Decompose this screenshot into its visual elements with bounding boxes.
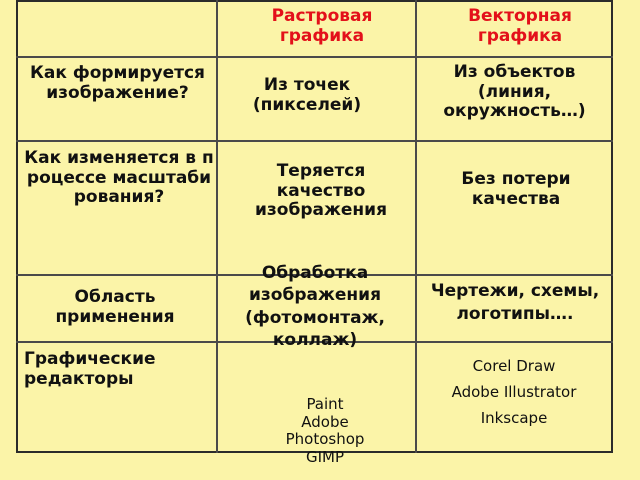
grid-line-h1 — [16, 56, 613, 58]
vector-editor-item: Inkscape — [480, 408, 548, 427]
row3-vector: Чертежи, схемы, логотипы…. — [430, 281, 600, 324]
row1-raster: Из точек (пикселей) — [252, 75, 362, 115]
row4-label: Графические редакторы — [24, 349, 156, 389]
raster-editor-item: Adobe — [301, 412, 349, 431]
header-raster: Растровая графика — [271, 6, 373, 46]
vector-editors-list — [420, 354, 608, 431]
vector-editor-item: Adobe Illustrator — [451, 382, 577, 401]
header-vector: Векторная графика — [468, 6, 572, 46]
raster-editor-item: Photoshop — [285, 430, 365, 449]
row2-vector: Без потери качества — [461, 169, 571, 209]
grid-line-v1 — [216, 0, 218, 453]
raster-editors-list — [240, 396, 410, 467]
row1-vector: Из объектов (линия, окружность…) — [443, 62, 586, 122]
row1-label: Как формируется изображение? — [30, 63, 205, 103]
raster-editor-item: GIMP — [305, 448, 345, 467]
grid-line-v2 — [415, 0, 417, 453]
grid-line-h2 — [16, 140, 613, 142]
row2-label: Как изменяется в процессе масштабирования? — [24, 148, 214, 208]
row3-label: Область применения — [55, 287, 175, 327]
row3-raster: Обработка изображения (фотомонтаж, коллаж) — [245, 263, 385, 351]
raster-editor-item: Paint — [306, 395, 344, 413]
row2-raster: Теряется качество изображения — [255, 161, 387, 221]
vector-editor-item: Corel Draw — [472, 357, 556, 375]
